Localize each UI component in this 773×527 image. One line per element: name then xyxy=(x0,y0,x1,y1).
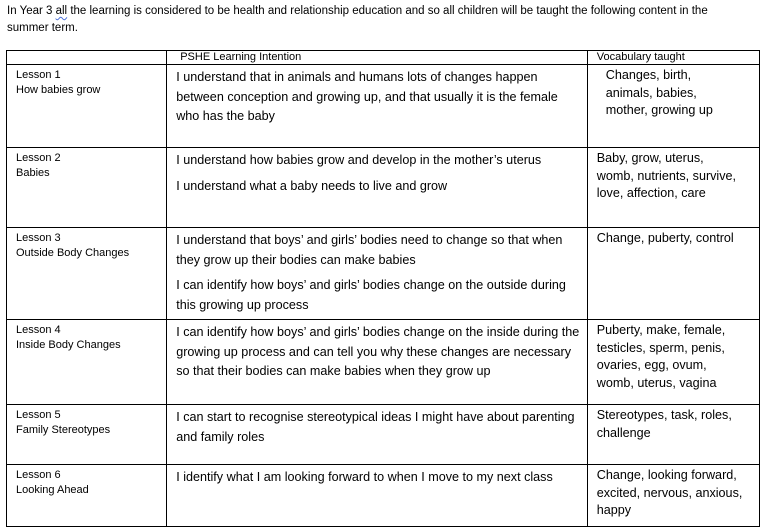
intention-cell xyxy=(167,465,588,527)
table-row xyxy=(7,405,760,465)
intention-text: I can identify how boys’ and girls’ bodies change on the inside during the growing up process and can tell you why these changes are necessary so that their bodies can make babies when they grow up xyxy=(176,325,580,378)
vocab-cell xyxy=(587,228,759,320)
intro-text-line2: summer term. xyxy=(7,22,78,34)
vocab-line: animals, babies, xyxy=(605,85,697,100)
lesson-number: Lesson 6 xyxy=(16,469,61,481)
lesson-cell xyxy=(7,405,167,465)
vocab-cell xyxy=(587,320,759,405)
lesson-table xyxy=(6,50,760,527)
intention-text: I understand that boys’ and girls’ bodies need to change so that when they grow up their bodies can make babies xyxy=(176,233,563,267)
intro-text-rest: the learning is considered to be health and relationship education and so all children will be taught the following content in the xyxy=(67,5,708,17)
intro-text-start: In Year 3 xyxy=(7,5,56,17)
lesson-number: Lesson 4 xyxy=(16,324,61,336)
lesson-title: Looking Ahead xyxy=(16,484,89,496)
lesson-title: Outside Body Changes xyxy=(16,247,130,259)
lesson-title: Babies xyxy=(16,167,50,179)
vocab-line: challenge xyxy=(596,425,651,440)
vocab-cell xyxy=(587,148,759,228)
table-row xyxy=(7,148,760,228)
intention-text: I identify what I am looking forward to when I move to my next class xyxy=(176,470,553,484)
lesson-title: Inside Body Changes xyxy=(16,339,121,351)
lesson-title: Family Stereotypes xyxy=(16,424,111,436)
lesson-title: How babies grow xyxy=(16,84,101,96)
vocab-line: happy xyxy=(596,503,632,517)
intention-cell xyxy=(167,65,588,148)
intention-text: I can identify how boys’ and girls’ bodies change on the outside during this growing up process xyxy=(176,278,566,312)
vocab-line: love, affection, care xyxy=(596,186,706,200)
header-cell-lesson xyxy=(7,51,167,65)
vocab-line: Baby, grow, uterus, xyxy=(596,151,704,165)
header-cell-learning-intention: PSHE Learning Intention xyxy=(167,51,588,65)
intention-cell xyxy=(167,405,588,465)
lesson-cell xyxy=(7,148,167,228)
intention-text: I understand how babies grow and develop in the mother’s uterus xyxy=(176,153,542,167)
table-row xyxy=(7,228,760,320)
lesson-cell xyxy=(7,320,167,405)
vocab-line: Changes, birth, xyxy=(605,68,692,82)
intro-underlined-word: all xyxy=(55,5,68,17)
intention-text: I can start to recognise stereotypical ideas I might have about parenting and family roles xyxy=(176,410,575,444)
table-row xyxy=(7,65,760,148)
vocab-line: womb, nutrients, survive, xyxy=(596,168,737,183)
lesson-cell xyxy=(7,228,167,320)
vocab-line: Puberty, make, female, xyxy=(596,323,726,337)
intention-cell xyxy=(167,228,588,320)
vocab-line: womb, uterus, vagina xyxy=(596,375,717,390)
intention-cell xyxy=(167,320,588,405)
header-cell-vocabulary: Vocabulary taught xyxy=(587,51,759,65)
intention-cell xyxy=(167,148,588,228)
vocab-line: Stereotypes, task, roles, xyxy=(596,408,732,422)
intention-text: I understand what a baby needs to live and grow xyxy=(176,178,448,193)
intention-text: I understand that in animals and humans lots of changes happen between conception and growing up, and that usually it is the female who has the baby xyxy=(176,70,558,123)
vocab-line: Change, looking forward, xyxy=(596,468,737,482)
vocab-line: excited, nervous, anxious, xyxy=(596,485,743,500)
table-row xyxy=(7,465,760,527)
vocab-cell xyxy=(587,465,759,527)
lesson-cell xyxy=(7,65,167,148)
vocab-cell xyxy=(587,405,759,465)
vocab-line: Change, puberty, control xyxy=(596,231,734,245)
lesson-number: Lesson 5 xyxy=(16,409,61,421)
intro-paragraph xyxy=(7,3,762,37)
lesson-number: Lesson 2 xyxy=(16,152,61,164)
vocab-cell xyxy=(587,65,759,148)
lesson-cell xyxy=(7,465,167,527)
lesson-number: Lesson 3 xyxy=(16,232,61,244)
lesson-number: Lesson 1 xyxy=(16,69,61,81)
table-row xyxy=(7,320,760,405)
vocab-line: mother, growing up xyxy=(605,103,713,117)
vocab-line: testicles, sperm, penis, xyxy=(596,340,725,355)
vocab-line: ovaries, egg, ovum, xyxy=(596,358,707,372)
table-header-row xyxy=(7,51,760,65)
